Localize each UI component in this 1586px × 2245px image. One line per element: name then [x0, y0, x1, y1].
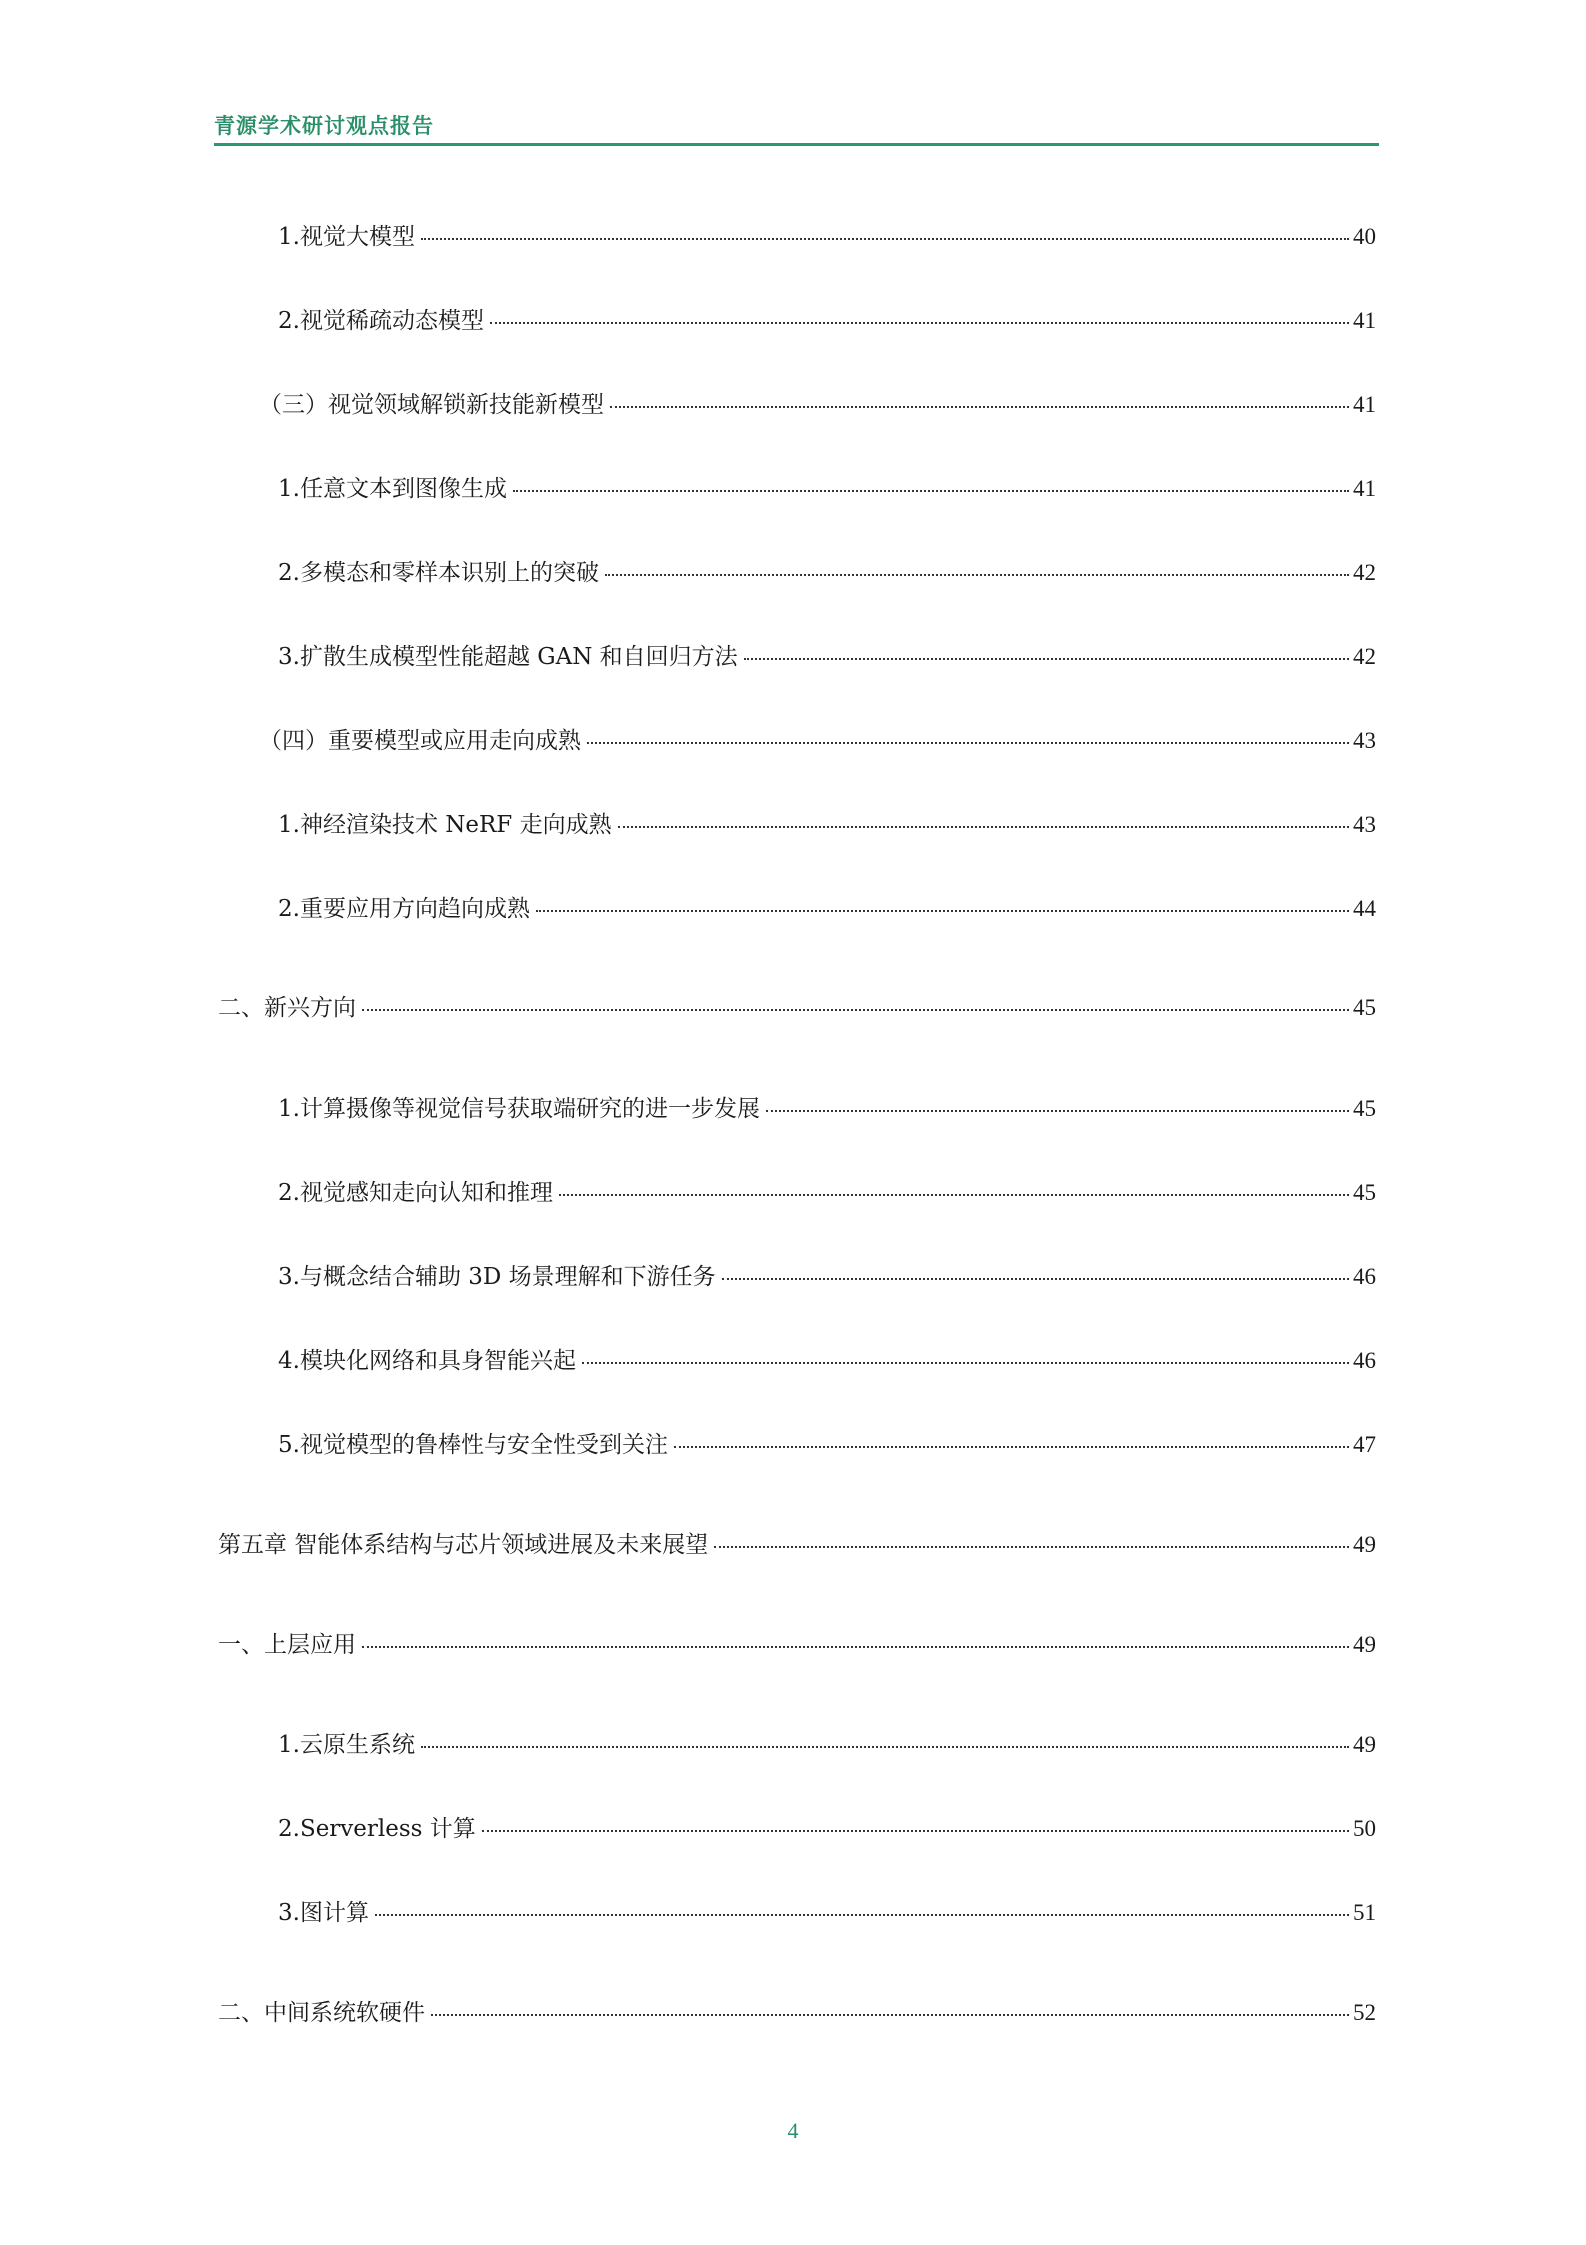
toc-entry-page: 42: [1353, 644, 1376, 669]
toc-entry-page: 43: [1353, 812, 1376, 837]
toc-entry[interactable]: [278, 1730, 1376, 1760]
toc-entry-label: 1.计算摄像等视觉信号获取端研究的进一步发展: [278, 1096, 760, 1122]
dot-leader: [722, 1278, 1349, 1280]
dot-leader: [610, 406, 1349, 408]
toc-entry[interactable]: [278, 1898, 1376, 1928]
toc-entry[interactable]: [278, 810, 1376, 840]
toc-entry-label: 二、新兴方向: [218, 995, 356, 1021]
toc-entry-page: 41: [1353, 476, 1376, 501]
toc-entry-page: 41: [1353, 392, 1376, 417]
toc-entry-page: 49: [1353, 1532, 1376, 1557]
toc-entry-page: 49: [1353, 1632, 1376, 1657]
dot-leader: [482, 1830, 1349, 1832]
toc-entry-label: 3.扩散生成模型性能超越 GAN 和自回归方法: [278, 644, 738, 670]
dot-leader: [714, 1546, 1349, 1548]
dot-leader: [618, 826, 1349, 828]
dot-leader: [362, 1009, 1349, 1011]
toc-entry-page: 41: [1353, 308, 1376, 333]
toc-entry-page: 42: [1353, 560, 1376, 585]
toc-entry[interactable]: [278, 1430, 1376, 1460]
toc-entry[interactable]: [218, 1630, 1376, 1660]
toc-entry-page: 45: [1353, 1096, 1376, 1121]
dot-leader: [587, 742, 1349, 744]
dot-leader: [536, 910, 1349, 912]
toc-entry[interactable]: [278, 1094, 1376, 1124]
toc-entry[interactable]: [278, 306, 1376, 336]
toc-entry[interactable]: [278, 1346, 1376, 1376]
toc-entry-label: 3.与概念结合辅助 3D 场景理解和下游任务: [278, 1264, 716, 1290]
toc-entry[interactable]: [278, 1262, 1376, 1292]
report-header-title: 青源学术研讨观点报告: [214, 113, 434, 138]
toc-entry-page: 51: [1353, 1900, 1376, 1925]
toc-entry-label: 2.重要应用方向趋向成熟: [278, 896, 530, 922]
toc-entry-label: 1.神经渲染技术 NeRF 走向成熟: [278, 812, 612, 838]
toc-entry-label: 第五章 智能体系结构与芯片领域进展及未来展望: [218, 1532, 709, 1558]
dot-leader: [513, 490, 1349, 492]
toc-entry[interactable]: [278, 558, 1376, 588]
toc-entry-page: 45: [1353, 995, 1376, 1020]
toc-entry[interactable]: [278, 894, 1376, 924]
toc-entry-label: 1.视觉大模型: [278, 224, 415, 250]
dot-leader: [605, 574, 1349, 576]
toc-entry-label: 一、上层应用: [218, 1632, 356, 1658]
toc-entry-label: （三）视觉领域解锁新技能新模型: [259, 392, 604, 418]
toc-entry[interactable]: [278, 474, 1376, 504]
toc-entry[interactable]: [218, 1998, 1376, 2028]
toc-entry-label: 1.任意文本到图像生成: [278, 476, 507, 502]
dot-leader: [744, 658, 1349, 660]
toc-entry-page: 44: [1353, 896, 1376, 921]
toc-entry-page: 40: [1353, 224, 1376, 249]
toc-entry-page: 46: [1353, 1264, 1376, 1289]
toc-entry[interactable]: [259, 390, 1376, 420]
dot-leader: [421, 1746, 1349, 1748]
dot-leader: [582, 1362, 1349, 1364]
toc-entry[interactable]: [218, 993, 1376, 1023]
toc-entry-label: 2.多模态和零样本识别上的突破: [278, 560, 599, 586]
page-number: 4: [787, 2118, 799, 2143]
toc-entry-label: 4.模块化网络和具身智能兴起: [278, 1348, 576, 1374]
toc-entry-label: 2.视觉稀疏动态模型: [278, 308, 484, 334]
toc-entry[interactable]: [259, 726, 1376, 756]
dot-leader: [362, 1646, 1349, 1648]
toc-entry-page: 49: [1353, 1732, 1376, 1757]
toc-entry-label: 5.视觉模型的鲁棒性与安全性受到关注: [278, 1432, 668, 1458]
dot-leader: [674, 1446, 1349, 1448]
toc-entry-label: （四）重要模型或应用走向成熟: [259, 728, 581, 754]
toc-entry-page: 47: [1353, 1432, 1376, 1457]
dot-leader: [375, 1914, 1349, 1916]
toc-entry-page: 50: [1353, 1816, 1376, 1841]
toc-entry[interactable]: [278, 222, 1376, 252]
toc-entry-page: 43: [1353, 728, 1376, 753]
toc-entry[interactable]: [218, 1530, 1376, 1560]
toc-entry-label: 2.视觉感知走向认知和推理: [278, 1180, 553, 1206]
toc-entry[interactable]: [278, 1814, 1376, 1844]
toc-entry-page: 52: [1353, 2000, 1376, 2025]
toc-entry-label: 1.云原生系统: [278, 1732, 415, 1758]
toc-entry[interactable]: [278, 1178, 1376, 1208]
toc-entry-page: 45: [1353, 1180, 1376, 1205]
toc-entry[interactable]: [278, 642, 1376, 672]
dot-leader: [431, 2014, 1349, 2016]
toc-entry-label: 2.Serverless 计算: [278, 1816, 476, 1842]
dot-leader: [766, 1110, 1349, 1112]
toc-entry-page: 46: [1353, 1348, 1376, 1373]
dot-leader: [490, 322, 1349, 324]
dot-leader: [421, 238, 1349, 240]
toc-entry-label: 3.图计算: [278, 1900, 369, 1926]
toc-entry-label: 二、中间系统软硬件: [218, 2000, 425, 2026]
dot-leader: [559, 1194, 1349, 1196]
